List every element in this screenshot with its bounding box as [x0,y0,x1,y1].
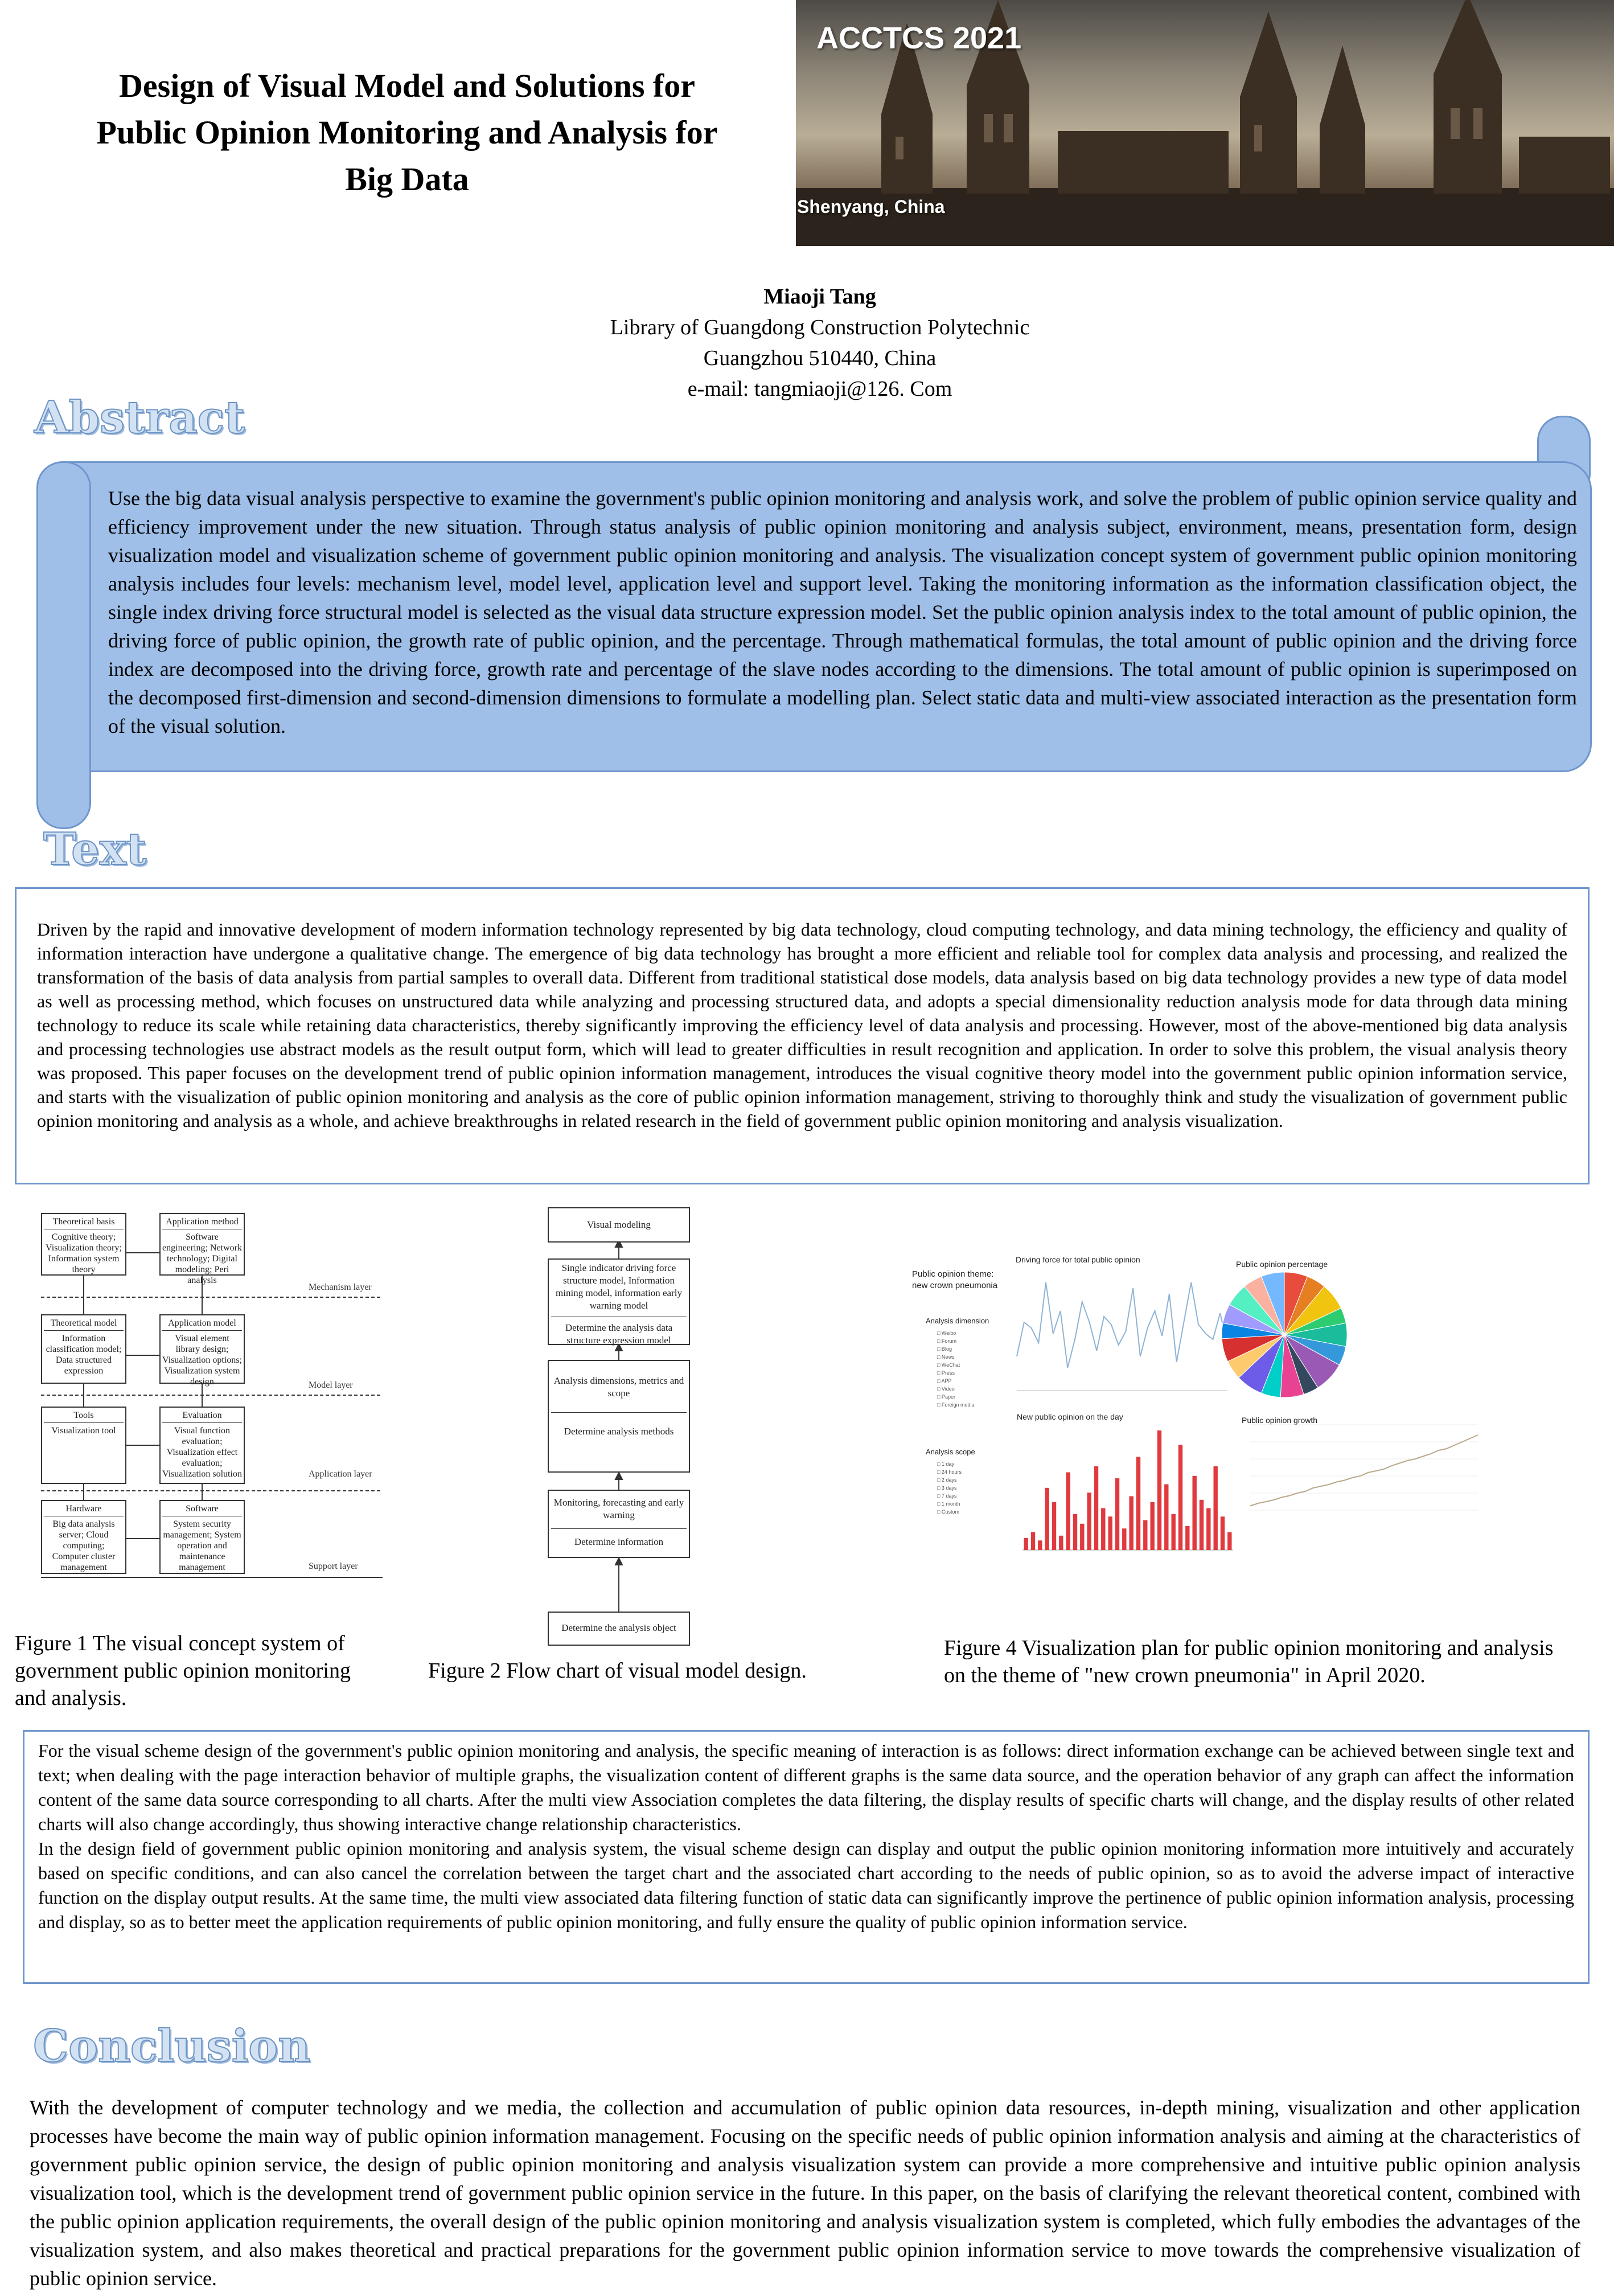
conclusion-heading: Conclusion [33,2020,310,2072]
fig2-step-determine-model: Determine the analysis data structure expression model [551,1317,687,1347]
bar [1206,1508,1210,1551]
fig1-box-software [159,1500,245,1574]
fig1-box-tools [41,1407,126,1484]
fig4-option-item[interactable]: □ 3 days [937,1485,957,1491]
conclusion-text: With the development of computer technology and we media, the collection and accumulation of public opinion data resources, in-depth mining, visualization and other application processes have become the main way of public opinion information management. Focusing on the specific needs of public opinion information analysis and aiming at the characteristics of government public opinion service, the design of public opinion monitoring and analysis visualization system can provide a more comprehensive and intuitive public opinion analysis visualization tool, which is the development trend of government public opinion service in the future. In this paper, on the basis of clarifying the relevant theoretical content, combined with the public opinion application requirements, the overall design of the public opinion monitoring and analysis visualization system is completed, which fully embodies the advantages of the visualization system, and also makes theoretical and practical preparations for the government public opinion information service to move towards the comprehensive visualization of public opinion service. [30,2096,1580,2290]
fig1-box-head: Theoretical basis [44,1216,124,1229]
figure-1 [41,1213,383,1583]
abstract-heading: Abstract [34,392,245,444]
bar [1045,1488,1049,1550]
bar [1178,1445,1182,1550]
fig1-box-body: Visualization tool [51,1426,116,1436]
fig1-layer-model: Model layer [309,1380,353,1390]
fig2-step-methods: Determine analysis methods [551,1412,687,1438]
bar [1094,1466,1098,1550]
fig1-box-evaluation [159,1407,245,1484]
bar [1136,1457,1140,1550]
fig1-box-body: System security management; System operation and maintenance management [163,1519,241,1572]
bar [1073,1514,1077,1550]
fig4-option-item[interactable]: □ 1 month [937,1501,960,1507]
bar [1038,1540,1042,1550]
figure-4-caption: Figure 4 Visualization plan for public opinion monitoring and analysis on the theme of "new crown pneumonia" in April 2020. [944,1636,1554,1687]
fig4-panel-title-percentage: Public opinion percentage [1236,1260,1328,1269]
bar [1031,1532,1035,1551]
fig1-box-body: Software engineering; Network technology; Digital modeling; Peri analysis [162,1232,242,1285]
bar [1227,1532,1231,1551]
fig4-option-item[interactable]: □ 2 days [937,1477,957,1483]
fig1-box-body: Cognitive theory; Visualization theory; Information system theory [46,1232,122,1274]
bar [1172,1514,1176,1550]
fig1-box-application-model [159,1314,245,1387]
bar [1157,1430,1161,1550]
bar [1052,1502,1056,1550]
fig1-box-hardware [41,1500,126,1574]
bar [1151,1502,1155,1550]
fig4-panel-title-driving: Driving force for total public opinion [1016,1255,1140,1264]
author-email: e-mail: tangmiaoji@126. Com [687,377,952,401]
fig4-panel-title-new: New public opinion on the day [1017,1412,1123,1421]
fig4-option-item[interactable]: □ Weibo [937,1330,956,1336]
bar [1214,1466,1218,1550]
bar [1200,1500,1204,1550]
author-address: Guangzhou 510440, China [703,346,937,370]
fig1-box-body: Visual element library design; Visualization options; Visualization system design [162,1334,242,1387]
fig2-step-monitoring: Monitoring, forecasting and early warning [553,1497,684,1520]
bar [1185,1526,1189,1550]
author-name: Miaoji Tang [763,285,876,309]
text-heading: Text [43,823,147,875]
fig4-option-item[interactable]: □ Video [937,1386,955,1392]
fig4-option-item[interactable]: □ 7 days [937,1493,957,1499]
fig4-scope-label: Analysis scope [926,1448,975,1456]
fig1-box-body: Visual function evaluation; Visualization effect evaluation; Visualization solution [162,1426,242,1479]
fig4-theme-value: new crown pneumonia [912,1281,998,1290]
fig4-option-item[interactable]: □ Paper [937,1394,955,1400]
page-title: Design of Visual Model and Solutions for Public Opinion Monitoring and Analysis for Big Data [96,67,718,198]
figure-1-caption: Figure 1 The visual concept system of government public opinion monitoring and analysis. [15,1631,351,1710]
fig2-step [548,1490,690,1558]
scroll-curl-left [36,461,91,829]
bar [1066,1473,1070,1551]
fig1-box-application-method [159,1213,245,1285]
bar [1024,1538,1028,1550]
fig1-box-theoretical-basis [41,1213,126,1276]
fig4-option-item[interactable]: □ News [937,1354,955,1360]
conference-name: ACCTCS 2021 [816,21,1022,55]
fig1-box-head: Application method [162,1216,242,1229]
author-block [512,281,1127,404]
fig1-box-head: Hardware [44,1503,124,1516]
fig2-step-visual-modeling: Visual modeling [548,1207,690,1243]
conference-location: Shenyang, China [797,196,945,217]
fig4-theme-label: Public opinion theme: [912,1269,994,1279]
fig1-layer-mechanism: Mechanism layer [309,1282,372,1292]
conference-banner [796,0,1614,246]
text-paragraph-2a: For the visual scheme design of the government's public opinion monitoring and analysis, the specific meaning of interaction is as follows: direct information exchange can be achieved between single text and text; when dealing with the page interaction behavior of multiple graphs, the visualization content of different graphs is the same data source, and the operation behavior of any graph can affect the information content of the same data source corresponding to all charts. After the multi view Association completes the data filtering, the display results of specific charts will change, and the display results of other related charts will also change accordingly, thus showing interactive change relationship characteristics. [38,1740,1574,1834]
fig1-box-head: Application model [162,1318,242,1331]
text-box [15,887,1590,1184]
bar [1193,1476,1197,1550]
figure-4 [909,1248,1489,1556]
fig1-box-head: Evaluation [162,1410,242,1423]
figure-2 [548,1207,690,1651]
text-paragraph: Driven by the rapid and innovative development of modern information technology represented by big data technology, cloud computing technology, and data mining technology, the efficiency and quality of information interaction have undergone a qualitative change. The emergence of big data technology has brought a more efficient and reliable tool for complex data analysis and processing, and realized the transformation of the basis of data analysis from partial samples to overall data. Different from traditional statistical dose models, data analysis based on big data technology provides a new type of data model as well as processing method, which focuses on unstructured data while analyzing and processing structured data, and adopts a special dimensionality reduction analysis mode for data through data mining technology to reduce its scale while retaining data characteristics, thereby significantly improving the efficiency level of data analysis and processing. However, most of the above-mentioned big data analysis and processing technologies use abstract models as the result output form, which will lead to greater difficulties in result recognition and application. In order to solve this problem, the visual analysis theory was proposed. This paper focuses on the development trend of public opinion information management, introduces the visual cognitive theory model into the government public opinion information service, and starts with the visualization of public opinion monitoring and analysis as the core of public opinion information management, striving to thoroughly think and study the visualization of government public opinion monitoring and analysis as a whole, and achieve breakthroughs in related research in the field of government public opinion monitoring and analysis visualization. [37,919,1567,1131]
fig4-option-item[interactable]: □ Blog [937,1346,952,1352]
bar [1108,1516,1112,1550]
fig4-option-item[interactable]: □ WeChat [937,1362,960,1368]
fig4-option-item[interactable]: □ Custom [937,1509,959,1515]
text-paragraph-2b: In the design field of government public opinion monitoring and analysis system, the visual scheme design can display and output the public opinion monitoring information more intuitively and accurately based on specific conditions, and can also cancel the correlation between the target chart and the associated chart according to the needs of public opinion, so as to avoid the adverse impact of interactive function on the display output results. At the same time, the multi view associated data filtering function of static data can significantly improve the pertinence of public opinion information analysis, processing and display, so as to better meet the application requirements of public opinion monitoring, and fully ensure the quality of public opinion information service. [38,1838,1574,1932]
fig2-step-analysis-object: Determine the analysis object [548,1612,690,1646]
fig1-box-head: Tools [44,1410,124,1423]
fig2-step-information: Determine information [551,1528,687,1548]
fig4-option-item[interactable]: □ Forum [937,1338,956,1344]
fig4-option-item[interactable]: □ 1 day [937,1461,954,1467]
bar [1115,1478,1119,1550]
bar [1080,1524,1084,1550]
fig1-box-theoretical-model [41,1314,126,1384]
fig4-option-item[interactable]: □ APP [937,1378,952,1384]
bar [1164,1485,1168,1551]
fig4-option-item[interactable]: □ Foreign media [937,1402,975,1408]
bar [1130,1496,1134,1551]
fig4-dimension-label: Analysis dimension [926,1317,989,1325]
abstract-text: Use the big data visual analysis perspective to examine the government's public opinion monitoring and analysis work, and solve the problem of public opinion service quality and efficiency improvement under the new situation. Through status analysis of public opinion monitoring and analysis subject, environment, means, presentation form, design visualization model and visualization scheme of government public opinion monitoring and analysis. The visualization concept system of government public opinion monitoring analysis includes four levels: mechanism level, model level, application level and support level. Taking the monitoring information as the information classification object, the single index driving force structural model is selected as the visual data structure expression model. Set the public opinion analysis index to the total amount of public opinion, the driving force of public opinion, the growth rate of public opinion, and the percentage. Through mathematical formulas, the total amount of public opinion and the driving force index are decomposed into the driving force, growth rate and percentage of the slave nodes according to the dimensions. The total amount of public opinion is superimposed on the decomposed first-dimension and second-dimension dimensions to formulate a modelling plan. Select static data and multi-view associated interaction as the presentation form of the visual solution. [108,487,1577,737]
fig1-box-head: Software [162,1503,242,1516]
bar [1101,1508,1105,1551]
fig1-box-head: Theoretical model [44,1318,124,1331]
fig4-charts [909,1248,1489,1556]
growth-series-line [1250,1435,1478,1506]
fig2-step-models: Single indicator driving force structure model, Information mining model, information early warning model [556,1262,682,1311]
bar [1122,1528,1126,1550]
bar [1087,1493,1091,1550]
fig1-box-body: Information classification model; Data structured expression [46,1334,122,1376]
fig1-layer-application: Application layer [309,1469,372,1479]
bar [1143,1520,1147,1551]
fig4-panel-title-growth: Public opinion growth [1242,1416,1318,1425]
fig1-layer-support: Support layer [309,1561,358,1571]
fig2-step [548,1258,690,1345]
figure-2-caption: Figure 2 Flow chart of visual model design. [428,1659,807,1683]
bar [1059,1536,1063,1550]
fig2-step-dimensions: Analysis dimensions, metrics and scope [553,1375,684,1399]
fig4-option-item[interactable]: □ 24 hours [937,1469,962,1475]
bar [1221,1516,1225,1550]
fig4-option-item[interactable]: □ Press [937,1370,955,1376]
author-affiliation: Library of Guangdong Construction Polytechnic [610,315,1030,339]
fig2-step [548,1360,690,1473]
text-box-2 [23,1730,1590,1984]
driving-series-line [1017,1282,1227,1368]
fig1-box-body: Big data analysis server; Cloud computing; Computer cluster management [52,1519,116,1572]
